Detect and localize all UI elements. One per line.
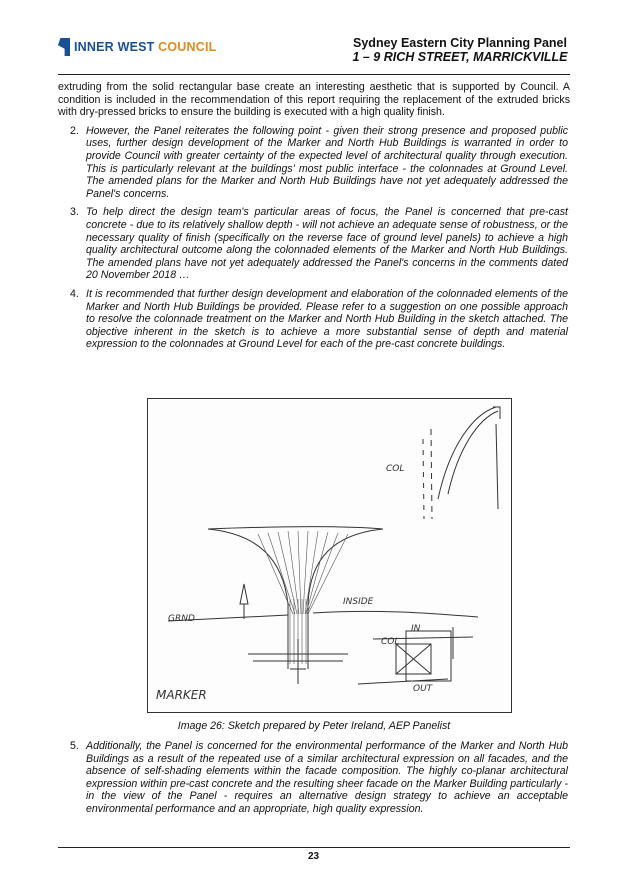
body-section-2 [58, 740, 570, 822]
figure-caption: Image 26: Sketch prepared by Peter Ireland, AEP Panelist [177, 720, 451, 732]
page-header [58, 30, 570, 72]
footer-rule [58, 847, 570, 848]
sketch-label-col2: COL [381, 637, 400, 647]
header-title: Sydney Eastern City Planning Panel [353, 36, 567, 50]
numbered-list [58, 125, 570, 351]
header-rule [58, 74, 570, 75]
sketch-drawing [148, 399, 511, 712]
council-logo [58, 38, 217, 56]
header-subtitle: 1 – 9 RICH STREET, MARRICKVILLE [352, 50, 568, 64]
logo-text: INNER WEST COUNCIL [74, 40, 217, 54]
sketch-label-in: IN [411, 624, 421, 634]
body-section [58, 81, 570, 357]
header-title-block [350, 36, 570, 64]
list-item: 4. It is recommended that further design development and elaboration of the colonnaded elements of the Marker and North Hub Buildings be provided. Please refer to a suggestion on one possible approach to resolve the colonnade treatment on the Marker and North Hub Building in the sketch attached. The objective inherent in the sketch is to achieve a more substantial sense of depth and material expression to the colonnades at Ground Level for each of the pre-cast concrete buildings. [70, 287, 568, 351]
list-item: 2. However, the Panel reiterates the following point - given their strong presence and proposed public uses, further design development of the Marker and North Hub Buildings is warranted in order to provide Council with greater certainty of the expected level of architectural quality through execution. This is particularly relevant at the buildings' most public interface - the colonnades at Ground Level. The amended plans for the Marker and North Hub Buildings have not yet adequately addressed the Panel's concerns. [70, 124, 568, 200]
sketch-label-marker: MARKER [156, 688, 207, 702]
sketch-label-col: COL [386, 464, 405, 474]
page-number: 23 [307, 851, 320, 862]
list-item: 5. Additionally, the Panel is concerned for the environmental performance of the Marker and North Hub Buildings as a result of the repeated use of a similar architectural expression on all facades, and the absence of self-shading elements within the facade composition. The highly co-planar architectural expression within pre-cast concrete and the resulting sheer facade on the Marker Building particularly - in the view of the Panel - requires an alternative design strategy to achieve an acceptable environmental performance and an appropriate, high quality expression. [70, 740, 568, 815]
council-logo-icon [58, 38, 70, 56]
sketch-label-grnd: GRND [168, 614, 195, 624]
numbered-list-continued [58, 740, 570, 816]
intro-paragraph: extruding from the solid rectangular base create an interesting aesthetic that is supported by Council. A condition is included in the recommendation of this report requiring the replacement of the extruded bricks with dry-pressed bricks to ensure the building is executed with a high quality finish. [58, 81, 570, 119]
colonnade-sketch [147, 398, 512, 713]
list-item: 3. To help direct the design team's particular areas of focus, the Panel is concerned that pre-cast concrete - due to its relatively shallow depth - will not achieve an adequate sense of robustness, or the necessary quality of finish (specifically on the reverse face of ground level panels) to achieve a high quality architectural outcome along the colonnaded elements of the Marker and North Hub Buildings. The amended plans have not yet adequately addressed the Panel's concerns in the comments dated 20 November 2018 … [70, 206, 568, 282]
sketch-label-out: OUT [413, 684, 433, 694]
sketch-label-inside: INSIDE [343, 597, 374, 607]
